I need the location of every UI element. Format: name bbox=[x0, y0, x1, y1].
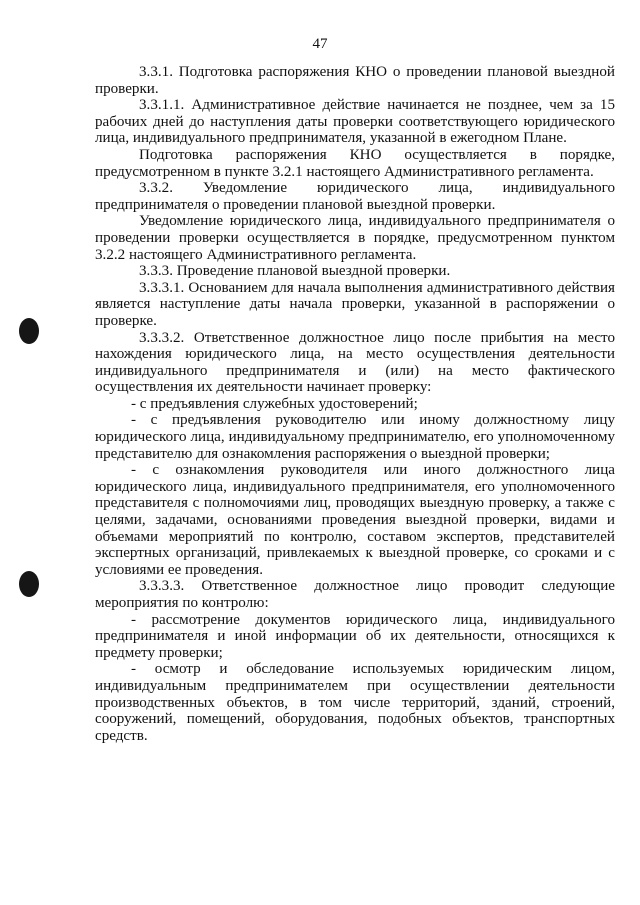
paragraph-3-3-1: 3.3.1. Подготовка распоряжения КНО о проведении плановой выездной проверки. bbox=[95, 64, 615, 97]
paragraph-3-3-3-2: 3.3.3.2. Ответственное должностное лицо после прибытия на место нахождения юридического лица, на место осуществления деятельности индивидуального предпринимателя и (или) на место фактического осуществления их деятельности начинает проверку: bbox=[95, 329, 615, 396]
list-item-inspection: - осмотр и обследование используемых юридическим лицом, индивидуальным предпринимателем при осуществлении деятельности производственных объектов, в том числе территорий, зданий, строений, сооружений, помещений, оборудования, подобных объектов, транспортных средств. bbox=[95, 661, 615, 744]
punch-hole-bottom bbox=[19, 571, 39, 597]
punch-hole-top bbox=[19, 318, 39, 344]
list-item-presentation: - с предъявления руководителю или иному должностному лицу юридического лица, индивидуальному предпринимателю, его уполномоченному представителю для ознакомления распоряжения о выездной проверки; bbox=[95, 412, 615, 462]
paragraph-3-3-3-3: 3.3.3.3. Ответственное должностное лицо проводит следующие мероприятия по контролю: bbox=[95, 578, 615, 611]
paragraph-3-3-2: 3.3.2. Уведомление юридического лица, индивидуального предпринимателя о проведении плановой выездной проверки. bbox=[95, 180, 615, 213]
list-item-familiarization: - с ознакомления руководителя или иного должностного лица юридического лица, индивидуального предпринимателя, его уполномоченного представителя с полномочиями лиц, проводящих выездную проверку, а также с целями, задачами, основаниями проведения выездной проверки, видами и объемами мероприятий по контролю, составом экспертов, представителей экспертных организаций, привлекаемых к выездной проверке, со сроками и с условиями ее проведения. bbox=[95, 462, 615, 578]
document-body bbox=[95, 64, 615, 744]
list-item-certificates: - с предъявления служебных удостоверений; bbox=[131, 395, 418, 412]
paragraph-3-3-3-1: 3.3.3.1. Основанием для начала выполнения административного действия является наступление даты начала проверки, указанной в распоряжении о проверке. bbox=[95, 279, 615, 329]
paragraph-preparation: Подготовка распоряжения КНО осуществляется в порядке, предусмотренном в пункте 3.2.1 настоящего Административного регламента. bbox=[95, 146, 615, 180]
paragraph-3-3-3: 3.3.3. Проведение плановой выездной проверки. bbox=[139, 263, 451, 280]
paragraph-3-3-1-1: 3.3.1.1. Административное действие начинается не позднее, чем за 15 рабочих дней до наступления даты проверки соответствующего юридического лица, индивидуального предпринимателя, указанной в ежегодном Плане. bbox=[95, 97, 615, 147]
list-item-document-review: - рассмотрение документов юридического лица, индивидуального предпринимателя и иной информации об их деятельности, относящихся к предмету проверки; bbox=[95, 611, 615, 661]
page-number: 47 bbox=[312, 36, 328, 52]
paragraph-notification: Уведомление юридического лица, индивидуального предпринимателя о проведении проверки осуществляется в порядке, предусмотренном пунктом 3.2.2 настоящего Административного регламента. bbox=[95, 213, 615, 263]
